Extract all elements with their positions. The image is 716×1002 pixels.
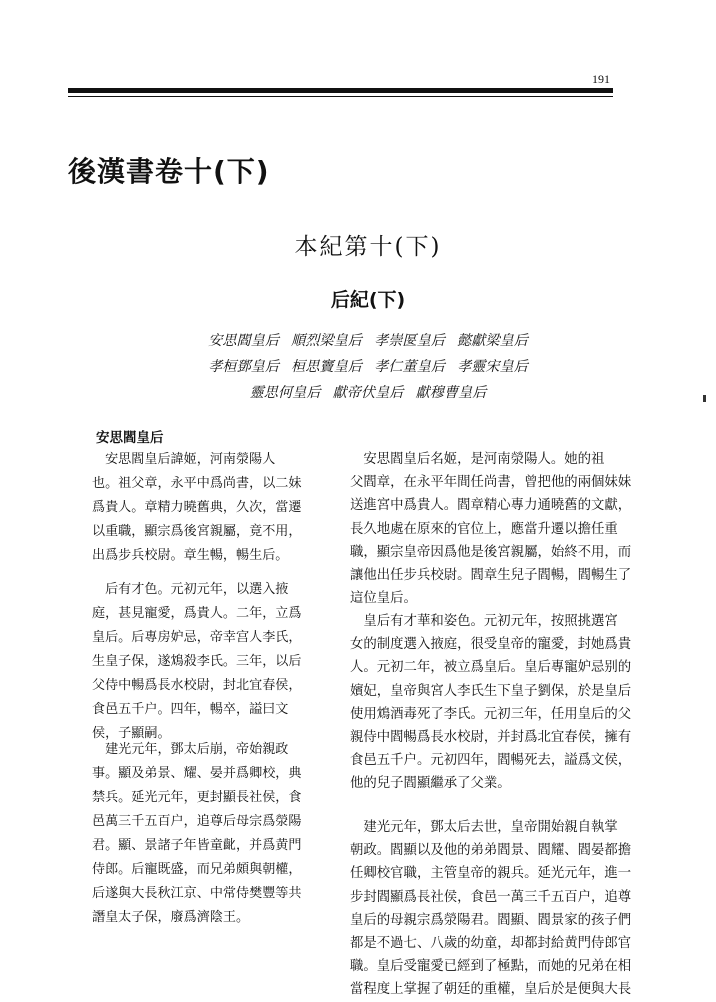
text-line: 譖皇太子保，廢爲濟陰王。 bbox=[92, 910, 250, 925]
page-number: 191 bbox=[592, 72, 610, 86]
text-line: 都是不過七、八歲的幼童，却都封給黄門侍郎官 bbox=[350, 936, 632, 952]
toc-item: 安思閻皇后 bbox=[208, 333, 280, 349]
text-line: 邑萬三千五百户，追尊后母宗爲滎陽 bbox=[92, 814, 302, 829]
book-title: 後漢書卷十(下) bbox=[68, 155, 270, 188]
text-line: 讓他出任步兵校尉。閻章生兒子閻暢，閻暢生了 bbox=[350, 568, 632, 584]
text-line: 職。皇后受寵愛已經到了極點，而她的兄弟在相 bbox=[350, 959, 632, 975]
paragraph bbox=[350, 448, 631, 610]
text-line: 皇后。后專房妒忌，帝幸宫人李氏， bbox=[92, 630, 302, 645]
text-line: 爲貴人。章精力曉舊典，久次，當遷 bbox=[92, 500, 302, 515]
text-line: 侍郎。后寵既盛，而兄弟頗與朝權， bbox=[92, 862, 302, 877]
paragraph bbox=[92, 738, 302, 930]
text-line: 當程度上掌握了朝廷的重權，皇后於是便與大長 bbox=[350, 982, 632, 998]
header-rule-thin bbox=[68, 96, 613, 97]
text-line: 以重職，顯宗爲後宮親屬，竟不用， bbox=[92, 524, 302, 539]
header-rule-thick bbox=[68, 88, 613, 93]
text-line: 使用鴆酒毒死了李氏。元初三年，任用皇后的父 bbox=[350, 706, 632, 722]
toc-line bbox=[0, 328, 716, 354]
text-line: 食邑五千户。元初四年，閻暢死去，謚爲文侯， bbox=[350, 753, 632, 769]
toc-line bbox=[0, 380, 716, 406]
text-line: 這位皇后。 bbox=[350, 591, 417, 607]
text-line: 父閻章，在永平年間任尚書，曾把他的兩個妹妹 bbox=[350, 475, 632, 491]
text-line: 安思閻皇后名姬，是河南滎陽人。她的祖 bbox=[350, 452, 605, 467]
toc-item: 獻穆曹皇后 bbox=[415, 385, 487, 401]
paragraph bbox=[92, 578, 302, 746]
text-line: 出爲步兵校尉。章生暢，暢生后。 bbox=[92, 548, 289, 563]
text-line: 建光元年，鄧太后崩，帝始親政 bbox=[92, 742, 289, 757]
text-line: 任卿校官職，主管皇帝的親兵。延光元年，進一 bbox=[350, 866, 632, 882]
text-line: 建光元年，鄧太后去世，皇帝開始親自執掌 bbox=[350, 820, 618, 835]
toc-item: 孝崇匽皇后 bbox=[374, 333, 445, 349]
text-line: 嬪妃，皇帝與宮人李氏生下皇子劉保，於是皇后 bbox=[350, 683, 632, 699]
text-line: 父侍中暢爲長水校尉，封北宜春侯， bbox=[92, 678, 302, 693]
edge-mark bbox=[703, 395, 706, 402]
toc-line bbox=[0, 354, 716, 380]
text-line: 人。元初二年，被立爲皇后。皇后專寵妒忌别的 bbox=[350, 660, 632, 676]
text-line: 朝政。閻顯以及他的弟弟閻景、閻耀、閻晏都擔 bbox=[350, 843, 632, 859]
toc-item: 靈思何皇后 bbox=[249, 385, 321, 401]
toc-item: 獻帝伏皇后 bbox=[332, 385, 404, 401]
paragraph bbox=[92, 448, 302, 568]
toc-item: 孝桓鄧皇后 bbox=[208, 359, 280, 375]
text-line: 職，顯宗皇帝因爲他是後宮親屬，始終不用，而 bbox=[350, 544, 632, 560]
text-line: 他的兒子閻顯繼承了父業。 bbox=[350, 776, 511, 792]
text-line: 皇后的母親宗爲滎陽君。閻顯、閻景家的孩子們 bbox=[350, 912, 632, 928]
text-line: 食邑五千户。四年，暢卒，謚曰文 bbox=[92, 702, 289, 717]
text-line: 安思閻皇后諱姬，河南滎陽人 bbox=[92, 452, 276, 467]
toc-item: 孝仁董皇后 bbox=[374, 359, 445, 375]
text-line: 步封閻顯爲長社侯，食邑一萬三千五百户，追尊 bbox=[350, 889, 632, 905]
table-of-contents bbox=[0, 328, 716, 406]
toc-item: 孝靈宋皇后 bbox=[456, 359, 528, 375]
text-line: 生皇子保，遂鴆殺李氏。三年，以后 bbox=[92, 654, 302, 669]
text-line: 事。顯及弟景、耀、晏并爲卿校，典 bbox=[92, 766, 302, 781]
paragraph bbox=[350, 816, 631, 1002]
text-line: 禁兵。延光元年，更封顯長社侯，食 bbox=[92, 790, 302, 805]
text-line: 庭，甚見寵愛，爲貴人。二年，立爲 bbox=[92, 606, 302, 621]
text-line: 君。顯、景諸子年皆童齔，并爲黄門 bbox=[92, 838, 302, 853]
toc-item: 順烈梁皇后 bbox=[291, 333, 362, 349]
toc-item: 桓思竇皇后 bbox=[291, 359, 362, 375]
text-line: 后有才色。元初元年，以選入掖 bbox=[92, 582, 289, 597]
text-line: 也。祖父章，永平中爲尚書，以二妹 bbox=[92, 476, 302, 491]
text-line: 皇后有才華和姿色。元初元年，按照挑選宮 bbox=[350, 614, 618, 629]
text-line: 侯，子顯嗣。 bbox=[92, 726, 171, 741]
paragraph bbox=[350, 610, 631, 796]
chapter-title: 本紀第十(下) bbox=[294, 234, 442, 260]
text-line: 送進宮中爲貴人。閻章精心專力通曉舊的文獻， bbox=[350, 498, 632, 514]
text-line: 后遂與大長秋江京、中常侍樊豐等共 bbox=[92, 886, 302, 901]
toc-item: 懿獻梁皇后 bbox=[456, 333, 528, 349]
text-line: 長久地處在原來的官位上，應當升遷以擔任重 bbox=[350, 521, 618, 537]
text-line: 親侍中閻暢爲長水校尉，并封爲北宜春侯，擁有 bbox=[350, 730, 632, 746]
text-line: 女的制度選入掖庭，很受皇帝的寵愛，封她爲貴 bbox=[350, 637, 632, 653]
section-title: 后紀(下) bbox=[330, 289, 406, 311]
subheading: 安思閻皇后 bbox=[96, 430, 164, 446]
